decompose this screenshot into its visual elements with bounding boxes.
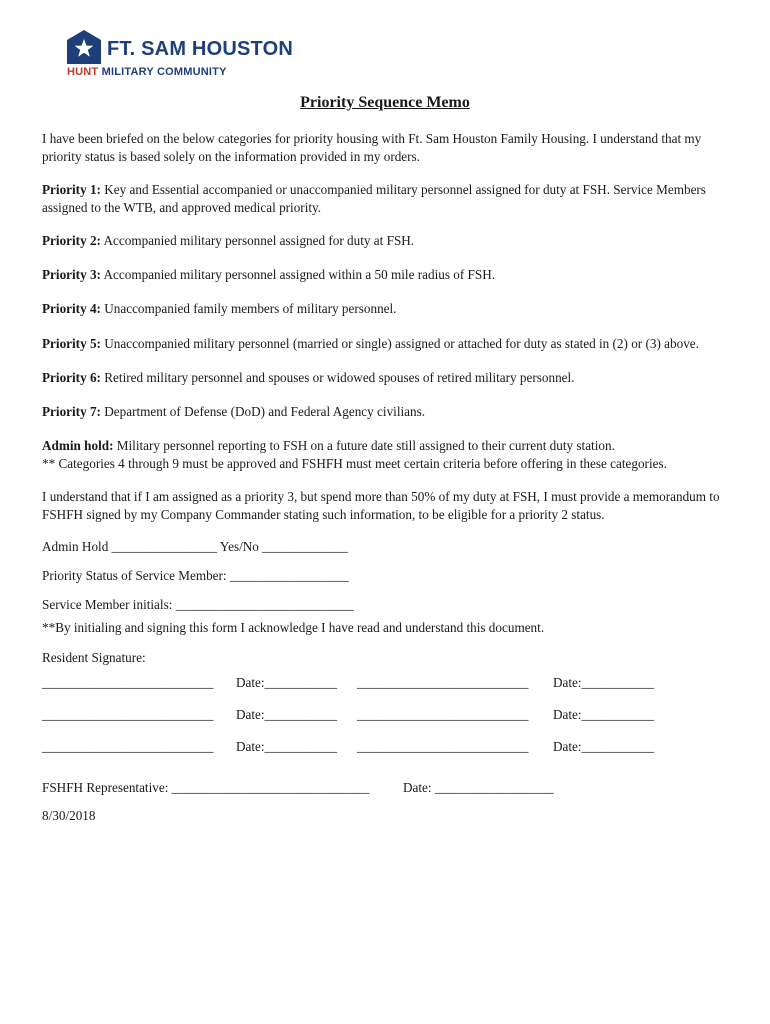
priority-text: Unaccompanied military personnel (married or single) assigned or attached for duty as stated in (2) or (3) above. <box>100 336 699 351</box>
priority-2 <box>42 232 734 250</box>
priority-label: Priority 5: <box>42 336 101 351</box>
representative-date-field[interactable]: Date: __________________ <box>403 780 554 795</box>
signature-field[interactable]: __________________________ <box>357 675 529 690</box>
date-field[interactable]: Date:___________ <box>553 675 655 690</box>
priority-text: Accompanied military personnel assigned within a 50 mile radius of FSH. <box>100 267 496 282</box>
priority-text: Unaccompanied family members of military personnel. <box>100 301 397 316</box>
date-field[interactable]: Date:___________ <box>236 675 338 690</box>
logo-subtitle <box>67 66 227 78</box>
priority-5 <box>42 335 734 353</box>
priority-label: Priority 3: <box>42 267 101 282</box>
initials-field[interactable]: Service Member initials: ___________________________ <box>42 597 354 612</box>
date-field[interactable]: Date:___________ <box>553 707 655 722</box>
logo <box>67 30 297 80</box>
priority-3 <box>42 266 734 284</box>
date-field[interactable]: Date:___________ <box>553 739 655 754</box>
logo-military-community: MILITARY COMMUNITY <box>101 66 227 78</box>
priority-text: Accompanied military personnel assigned for duty at FSH. <box>100 233 415 248</box>
signature-field[interactable]: __________________________ <box>357 707 529 722</box>
logo-hunt: HUNT <box>67 66 99 78</box>
intro-paragraph: I have been briefed on the below categories for priority housing with Ft. Sam Houston Family Housing. I understand that my priority status is based solely on the information provided in my orders. <box>42 131 702 164</box>
priority-label: Priority 2: <box>42 233 101 248</box>
priority-status-field[interactable]: Priority Status of Service Member: __________________ <box>42 568 349 583</box>
admin-hold-text: Military personnel reporting to FSH on a future date still assigned to their current duty station. <box>113 438 615 453</box>
priority-text: Department of Defense (DoD) and Federal Agency civilians. <box>100 404 426 419</box>
priority-7 <box>42 403 734 421</box>
understand-paragraph: I understand that if I am assigned as a priority 3, but spend more than 50% of my duty at FSH, I must provide a memorandum to FSHFH signed by my Company Commander stating such information, to be eligible for a priority 2 status. <box>42 489 720 522</box>
priority-text: Key and Essential accompanied or unaccompanied military personnel assigned for duty at FSH. Service Members assigned to the WTB, and approved medical priority. <box>42 182 706 215</box>
priority-1 <box>42 181 734 217</box>
priority-label: Priority 1: <box>42 182 101 197</box>
date-field[interactable]: Date:___________ <box>236 707 338 722</box>
signature-field[interactable]: __________________________ <box>357 739 529 754</box>
categories-note: ** Categories 4 through 9 must be approved and FSHFH must meet certain criteria before offering in these categories. <box>42 456 667 471</box>
footer-date: 8/30/2018 <box>42 808 96 823</box>
acknowledgement-note: **By initialing and signing this form I acknowledge I have read and understand this document. <box>42 620 545 635</box>
signature-field[interactable]: __________________________ <box>42 707 214 722</box>
signature-field[interactable]: __________________________ <box>42 739 214 754</box>
priority-text: Retired military personnel and spouses or widowed spouses of retired military personnel. <box>100 370 575 385</box>
logo-title: FT. SAM HOUSTON <box>107 38 293 60</box>
resident-signature-label: Resident Signature: <box>42 650 146 665</box>
priority-label: Priority 7: <box>42 404 101 419</box>
date-field[interactable]: Date:___________ <box>236 739 338 754</box>
page-title: Priority Sequence Memo <box>300 94 470 111</box>
priority-label: Priority 6: <box>42 370 101 385</box>
signature-field[interactable]: __________________________ <box>42 675 214 690</box>
priority-6 <box>42 369 734 387</box>
priority-4 <box>42 300 734 318</box>
admin-hold-label: Admin hold: <box>42 438 114 453</box>
representative-signature-field[interactable]: FSHFH Representative: ______________________________ <box>42 780 370 795</box>
star-house-icon <box>67 30 101 64</box>
priority-label: Priority 4: <box>42 301 101 316</box>
admin-hold-paragraph <box>42 437 734 473</box>
admin-hold-field[interactable]: Admin Hold ________________ Yes/No _____________ <box>42 539 348 554</box>
